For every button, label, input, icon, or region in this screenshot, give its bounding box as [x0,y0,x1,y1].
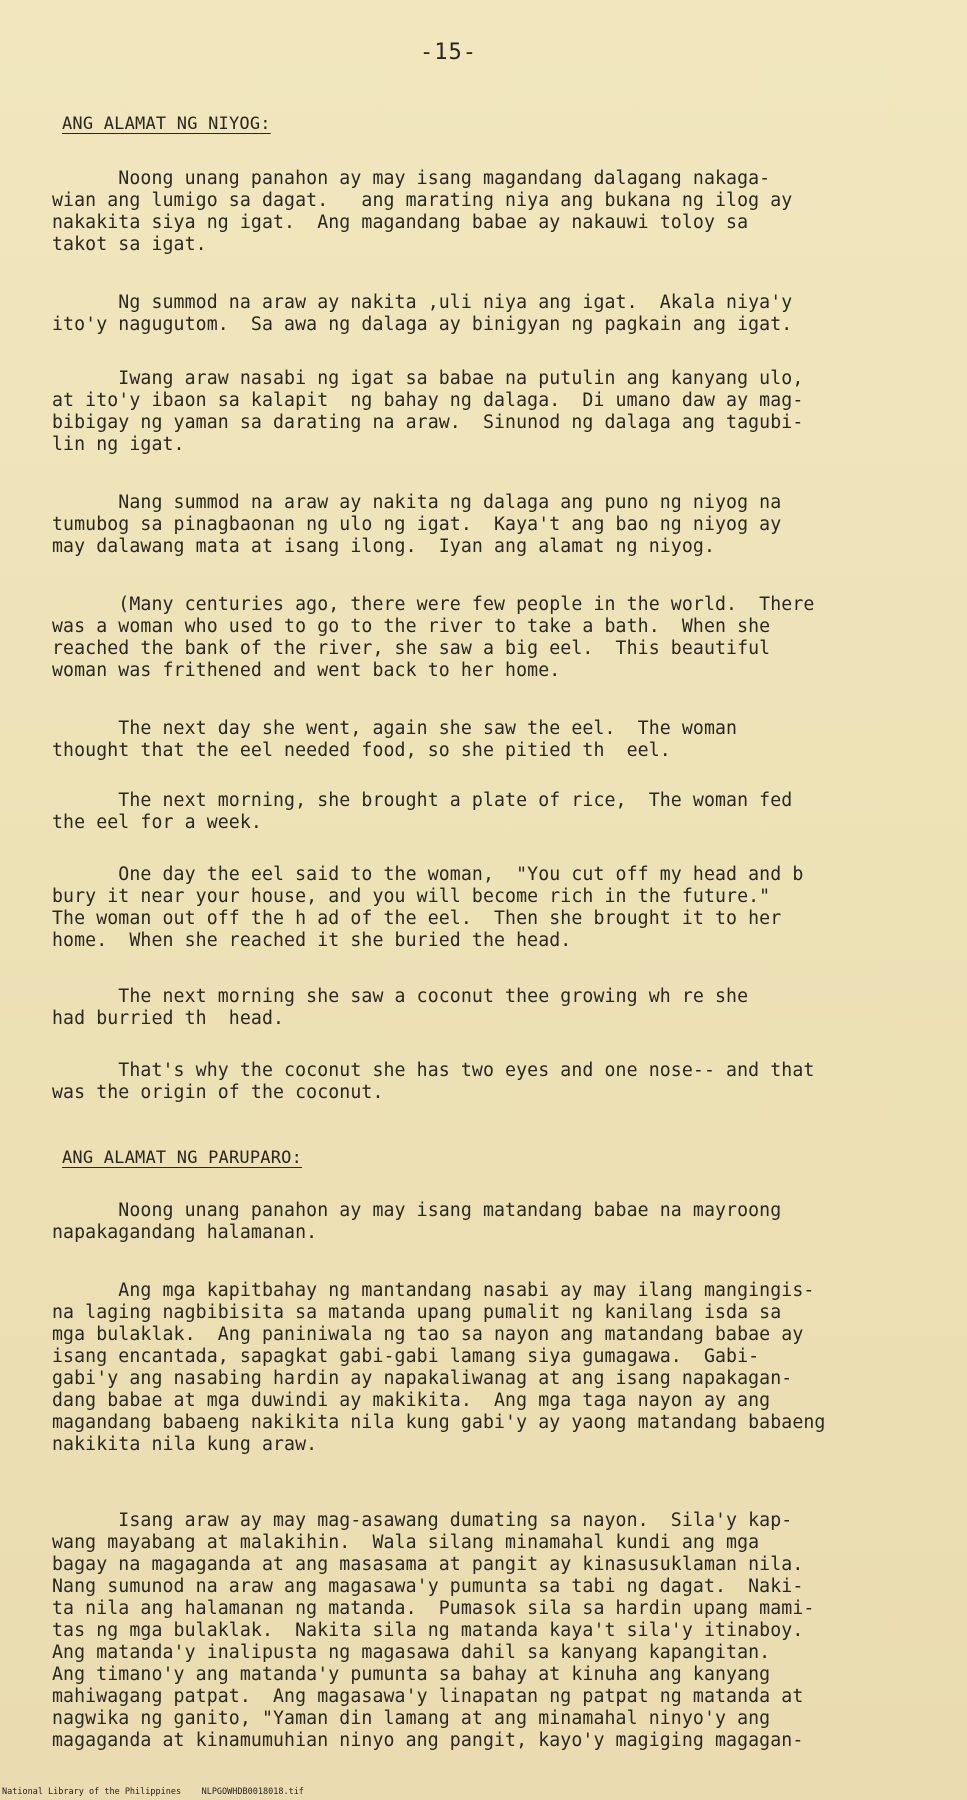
text-line: One day the eel said to the woman, "You cut off my head and b [52,864,804,885]
text-line: may dalawang mata at isang ilong. Iyan ang alamat ng niyog. [52,536,715,557]
paragraph [52,594,912,682]
paragraph [52,986,912,1030]
text-line: magaganda at kinamumuhian ninyo ang pangit, kayo'y magiging magagan- [52,1730,804,1751]
text-line: nakakita siya ng igat. Ang magandang babae ay nakauwi toloy sa [52,212,749,233]
text-line: takot sa igat. [52,234,207,255]
text-line: was a woman who used to go to the river to take a bath. When she [52,616,771,637]
text-line: home. When she reached it she buried the head. [52,930,572,951]
paragraph [52,168,912,256]
text-line: gabi'y ang nasabing hardin ay napakaliwanag at ang isang napakagan- [52,1368,793,1389]
text-line: nagwika ng ganito, "Yaman din lamang at ang minamahal ninyo'y ang [52,1708,771,1729]
text-line: magandang babaeng nakikita nila kung gabi'y ay yaong matandang babaeng [52,1412,826,1433]
text-line: napakagandang halamanan. [52,1222,318,1243]
text-line: thought that the eel needed food, so she pitied th eel. [52,740,671,761]
text-line: isang encantada, sapagkat gabi-gabi lamang siya gumagawa. Gabi- [52,1346,760,1367]
text-line: Nang summod na araw ay nakita ng dalaga ang puno ng niyog na [52,492,782,513]
text-line: bagay na magaganda at ang masasama at pangit ay kinasusuklaman nila. [52,1554,804,1575]
page-number: -15- [420,40,477,65]
text-line: had burried th head. [52,1008,285,1029]
text-line: ta nila ang halamanan ng matanda. Pumasok sila sa hardin upang mami- [52,1598,815,1619]
text-line: was the origin of the coconut. [52,1082,384,1103]
text-line: dang babae at mga duwindi ay makikita. Ang mga taga nayon ay ang [52,1390,771,1411]
text-line: The next day she went, again she saw the eel. The woman [52,718,738,739]
text-line: Isang araw ay may mag-asawang dumating sa nayon. Sila'y kap- [52,1510,793,1531]
paragraph [52,1510,912,1752]
paragraph [52,368,912,456]
text-line: the eel for a week. [52,812,262,833]
text-line: Iwang araw nasabi ng igat sa babae na putulin ang kanyang ulo, [52,368,804,389]
text-line: tumubog sa pinagbaonan ng ulo ng igat. Kaya't ang bao ng niyog ay [52,514,782,535]
paragraph [52,1280,912,1456]
text-line: Noong unang panahon ay may isang magandang dalagang nakaga- [52,168,771,189]
paragraph [52,718,912,762]
text-line: woman was frithened and went back to her home. [52,660,561,681]
text-line: That's why the coconut she has two eyes and one nose-- and that [52,1060,815,1081]
paragraph [52,292,912,336]
paragraph [52,1200,912,1244]
text-line: ito'y nagugutom. Sa awa ng dalaga ay binigyan ng pagkain ang igat. [52,314,793,335]
section-heading-paruparo: ANG ALAMAT NG PARUPARO: [62,1148,303,1168]
text-line: bury it near your house, and you will become rich in the future." [52,886,771,907]
section-heading-niyog: ANG ALAMAT NG NIYOG: [62,114,271,134]
paragraph [52,1060,912,1104]
text-line: mga bulaklak. Ang paniniwala ng tao sa nayon ang matandang babae ay [52,1324,804,1345]
text-line: Ang matanda'y inalipusta ng magasawa dahil sa kanyang kapangitan. [52,1642,771,1663]
paragraph [52,492,912,558]
text-line: Ang mga kapitbahay ng mantandang nasabi ay may ilang mangingis- [52,1280,815,1301]
text-line: reached the bank of the river, she saw a big eel. This beautiful [52,638,771,659]
text-line: at ito'y ibaon sa kalapit ng bahay ng dalaga. Di umano daw ay mag- [52,390,804,411]
paragraph [52,790,912,834]
text-line: The next morning, she brought a plate of rice, The woman fed [52,790,793,811]
text-line: Nang sumunod na araw ang magasawa'y pumunta sa tabi ng dagat. Naki- [52,1576,804,1597]
paragraph [52,864,912,952]
text-line: Ng summod na araw ay nakita ,uli niya ang igat. Akala niya'y [52,292,793,313]
text-line: Noong unang panahon ay may isang matandang babae na mayroong [52,1200,782,1221]
text-line: The next morning she saw a coconut thee growing wh re she [52,986,749,1007]
text-line: lin ng igat. [52,434,185,455]
text-line: (Many centuries ago, there were few people in the world. There [52,594,815,615]
text-line: nakikita nila kung araw. [52,1434,318,1455]
text-line: mahiwagang patpat. Ang magasawa'y linapatan ng patpat ng matanda at [52,1686,804,1707]
text-line: Ang timano'y ang matanda'y pumunta sa bahay at kinuha ang kanyang [52,1664,771,1685]
text-line: tas ng mga bulaklak. Nakita sila ng matanda kaya't sila'y itinaboy. [52,1620,804,1641]
text-line: wang mayabang at malakihin. Wala silang minamahal kundi ang mga [52,1532,760,1553]
text-line: wian ang lumigo sa dagat. ang marating niya ang bukana ng ilog ay [52,190,793,211]
text-line: bibigay ng yaman sa darating na araw. Sinunod ng dalaga ang tagubi- [52,412,804,433]
archive-footer: National Library of the Philippines NLPGOWHDB0018018.tif [2,1787,304,1797]
text-line: na laging nagbibisita sa matanda upang pumalit ng kanilang isda sa [52,1302,782,1323]
text-line: The woman out off the h ad of the eel. Then she brought it to her [52,908,782,929]
